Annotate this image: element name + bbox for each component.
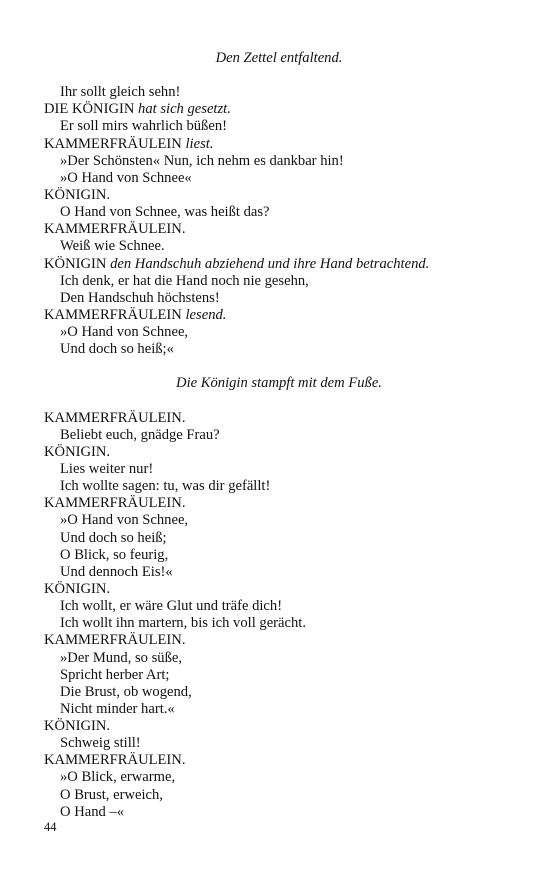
speaker-name: KAMMERFRÄULEIN xyxy=(44,306,182,323)
speaker-line xyxy=(44,101,514,118)
stage-direction: lesend. xyxy=(185,306,227,323)
verse-line: Er soll mirs wahrlich büßen! xyxy=(60,118,227,135)
speaker-line xyxy=(44,495,514,512)
stage-direction: liest. xyxy=(185,135,214,152)
speaker-line xyxy=(44,581,514,598)
speaker-line xyxy=(44,136,514,153)
text-column xyxy=(44,50,514,821)
stage-direction-opening: Den Zettel entfaltend. xyxy=(215,50,343,66)
verse-line: »Der Schönsten« Nun, ich nehm es dankbar hin! xyxy=(60,152,344,169)
speaker-name: KÖNIGIN xyxy=(44,255,107,272)
speaker-line xyxy=(44,410,514,427)
verse-line: O Hand –« xyxy=(60,803,125,820)
verse-line: Ich wollt, er wäre Glut und träfe dich! xyxy=(60,598,283,615)
verse-line: Schweig still! xyxy=(60,735,141,752)
speaker-name: KÖNIGIN. xyxy=(44,718,111,735)
verse-line: Und dennoch Eis!« xyxy=(60,563,173,580)
speaker-name: KÖNIGIN. xyxy=(44,580,111,597)
speaker-name: KAMMERFRÄULEIN. xyxy=(44,632,186,649)
verse-line: O Hand von Schnee, was heißt das? xyxy=(60,204,270,221)
speaker-line xyxy=(44,444,514,461)
stage-direction-middle: Die Königin stampft mit dem Fuße. xyxy=(176,375,382,392)
verse-line: Ich wollte sagen: tu, was dir gefällt! xyxy=(60,478,271,495)
verse-line: Ihr sollt gleich sehn! xyxy=(60,84,181,101)
speaker-name: KAMMERFRÄULEIN. xyxy=(44,409,186,426)
verse-line: »O Hand von Schnee, xyxy=(60,512,189,529)
verse-line: »O Hand von Schnee, xyxy=(60,324,189,341)
speaker-name: KÖNIGIN. xyxy=(44,186,111,203)
verse-line: O Blick, so feurig, xyxy=(60,546,169,563)
dialogue-block-1 xyxy=(44,84,514,358)
verse-line: Weiß wie Schnee. xyxy=(60,238,165,255)
verse-line: Und doch so heiß;« xyxy=(60,341,174,358)
verse-line: Lies weiter nur! xyxy=(60,460,154,477)
verse-line: Ich wollt ihn martern, bis ich voll gerächt. xyxy=(60,615,306,632)
verse-line: »Der Mund, so süße, xyxy=(60,649,183,666)
page-number: 44 xyxy=(44,820,57,834)
speaker-name: KAMMERFRÄULEIN. xyxy=(44,221,186,238)
verse-line: Nicht minder hart.« xyxy=(60,700,175,717)
stage-direction: den Handschuh abziehend und ihre Hand betrachtend. xyxy=(110,255,430,272)
verse-line: Ich denk, er hat die Hand noch nie gesehn, xyxy=(60,272,309,289)
verse-line: »O Hand von Schnee« xyxy=(60,169,192,186)
speaker-line xyxy=(44,307,514,324)
verse-line: Die Brust, ob wogend, xyxy=(60,683,192,700)
speaker-line xyxy=(44,221,514,238)
verse-line: Spricht herber Art; xyxy=(60,666,170,683)
verse-line: Den Handschuh höchstens! xyxy=(60,289,220,306)
speaker-line xyxy=(44,752,514,769)
verse-line: O Brust, erweich, xyxy=(60,786,163,803)
speaker-name: KÖNIGIN. xyxy=(44,443,111,460)
speaker-name: KAMMERFRÄULEIN. xyxy=(44,495,186,512)
stage-direction: hat sich gesetzt. xyxy=(138,101,231,118)
speaker-line xyxy=(44,256,514,273)
speaker-line xyxy=(44,187,514,204)
verse-line: »O Blick, erwarme, xyxy=(60,769,176,786)
speaker-name: KAMMERFRÄULEIN. xyxy=(44,752,186,769)
speaker-name: DIE KÖNIGIN xyxy=(44,101,135,118)
speaker-line xyxy=(44,718,514,735)
speaker-name: KAMMERFRÄULEIN xyxy=(44,135,182,152)
verse-line: Und doch so heiß; xyxy=(60,529,167,546)
verse-line: Beliebt euch, gnädge Frau? xyxy=(60,426,220,443)
dialogue-block-2 xyxy=(44,410,514,821)
speaker-line xyxy=(44,632,514,649)
